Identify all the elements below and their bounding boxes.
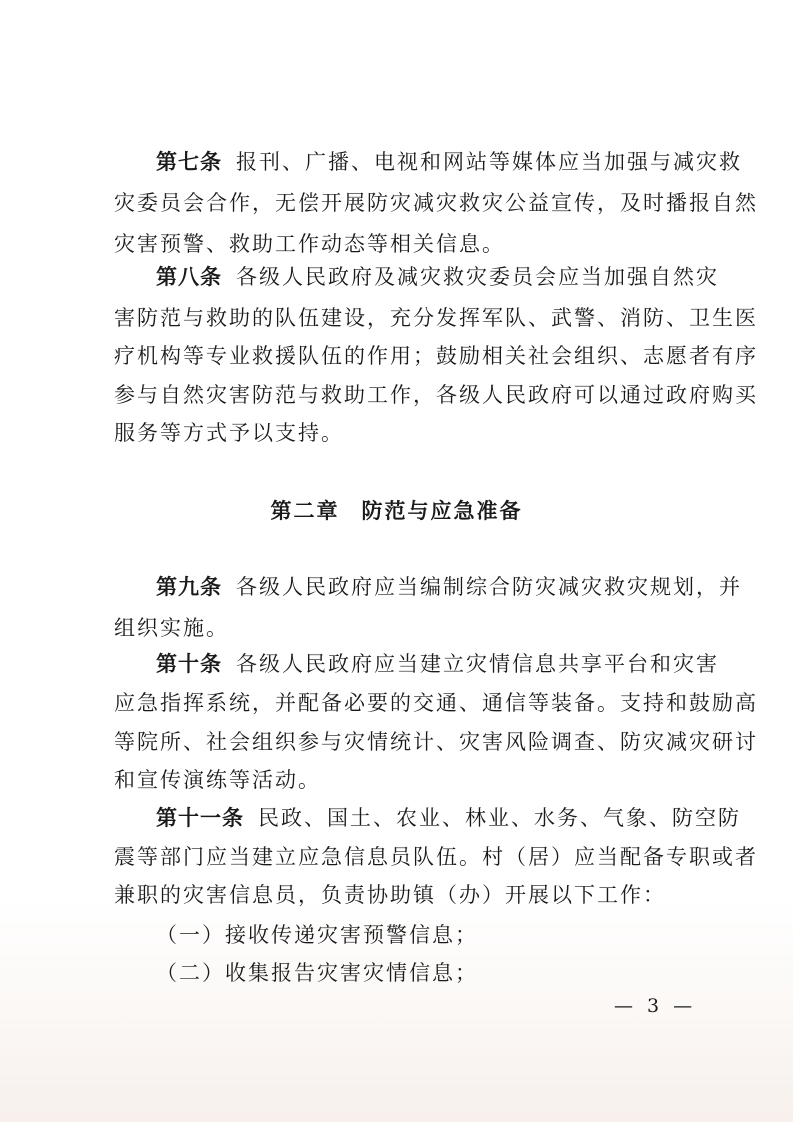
article-8-label: 第八条 — [156, 265, 222, 289]
article-11-label: 第十一条 — [156, 806, 244, 830]
article-11-line-1 — [156, 803, 741, 833]
article-10-line-2: 应急指挥系统，并配备必要的交通、通信等装备。支持和鼓励高 — [114, 691, 758, 715]
article-8-line-4: 参与自然灾害防范与救助工作，各级人民政府可以通过政府购买 — [114, 383, 758, 407]
article-7-label: 第七条 — [156, 150, 222, 174]
chapter-title: 防范与应急准备 — [361, 499, 523, 523]
article-10-label: 第十条 — [156, 652, 222, 676]
article-9-text-1: 各级人民政府应当编制综合防灾减灾救灾规划，并 — [236, 575, 742, 599]
article-9-label: 第九条 — [156, 575, 222, 599]
list-item-1: （一）接收传递灾害预警信息； — [156, 923, 478, 947]
article-9-line-1 — [156, 572, 742, 602]
article-11-line-3: 兼职的灾害信息员，负责协助镇（办）开展以下工作： — [114, 883, 666, 907]
article-10-text-1: 各级人民政府应当建立灾情信息共享平台和灾害 — [236, 652, 719, 676]
article-8-line-5: 服务等方式予以支持。 — [114, 421, 344, 445]
article-8-line-1 — [156, 262, 719, 292]
article-10-line-3: 等院所、社会组织参与灾情统计、灾害风险调查、防灾减灾研讨 — [114, 730, 758, 754]
article-7-text-1: 报刊、广播、电视和网站等媒体应当加强与减灾救 — [236, 150, 742, 174]
article-10-line-4: 和宣传演练等活动。 — [114, 768, 321, 792]
article-8-line-2: 害防范与救助的队伍建设，充分发挥军队、武警、消防、卫生医 — [114, 306, 758, 330]
article-10-line-1 — [156, 649, 719, 679]
article-8-line-3: 疗机构等专业救援队伍的作用；鼓励相关社会组织、志愿者有序 — [114, 344, 758, 368]
chapter-heading — [0, 496, 793, 526]
article-11-text-1: 民政、国土、农业、林业、水务、气象、防空防 — [258, 806, 741, 830]
article-7-line-1 — [156, 147, 742, 177]
article-11-line-2: 震等部门应当建立应急信息员队伍。村（居）应当配备专职或者 — [114, 845, 758, 869]
article-7-line-2: 灾委员会合作，无偿开展防灾减灾救灾公益宣传，及时播报自然 — [114, 191, 758, 215]
article-8-text-1: 各级人民政府及减灾救灾委员会应当加强自然灾 — [236, 265, 719, 289]
article-7-line-3: 灾害预警、救助工作动态等相关信息。 — [114, 232, 505, 256]
article-9-line-2: 组织实施。 — [114, 616, 229, 640]
list-item-2: （二）收集报告灾害灾情信息； — [156, 961, 478, 985]
page-number: — 3 — — [614, 995, 697, 1017]
chapter-number: 第二章 — [270, 499, 340, 523]
